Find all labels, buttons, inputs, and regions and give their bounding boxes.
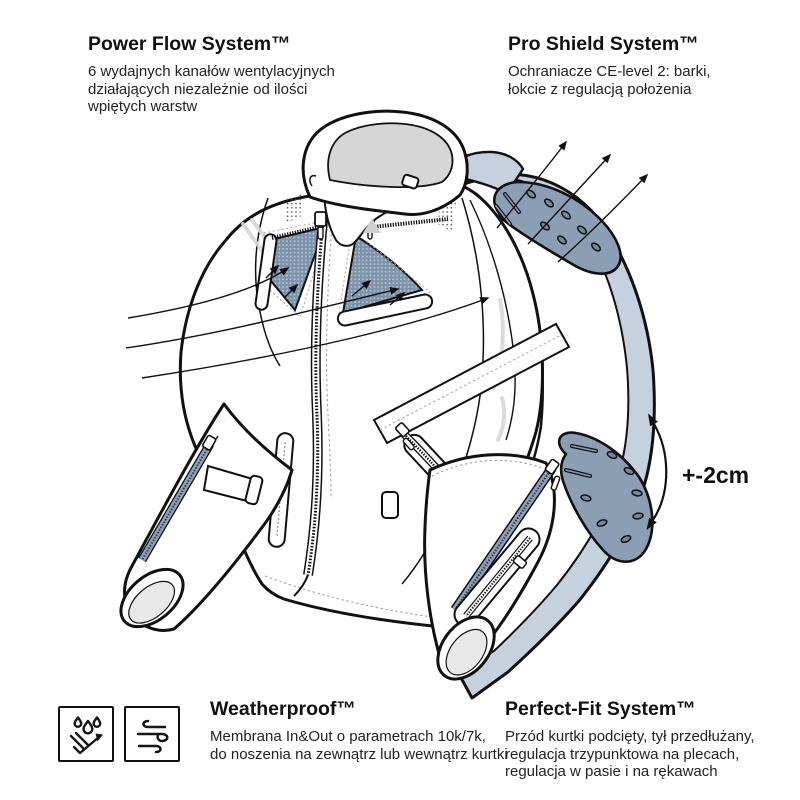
feature-description-line: regulacja trzypunktowa na plecach, <box>505 745 740 763</box>
waterproof-membrane-icon <box>64 712 108 756</box>
feature-description-line: Przód kurtki podcięty, tył przedłużany, <box>505 728 755 745</box>
feature-description-line: wpiętych warstw <box>88 98 198 115</box>
main-zipper-slider <box>315 212 326 226</box>
feature-title: Pro Shield System™ <box>508 33 699 55</box>
feature-title: Perfect-Fit System™ <box>505 698 696 720</box>
perforation-patch-left <box>284 194 302 222</box>
feature-pro-shield <box>508 33 768 98</box>
feature-perfect-fit <box>505 698 800 781</box>
feature-title: Weatherproof™ <box>210 698 356 720</box>
airflow-icon-box <box>124 706 180 762</box>
feature-description-line: regulacja w pasie i na rękawach <box>505 763 718 780</box>
feature-weatherproof <box>210 698 530 763</box>
collar-inner <box>328 123 452 187</box>
feature-power-flow <box>88 33 368 116</box>
adjustment-range-label: +-2cm <box>682 462 750 488</box>
feature-description-line: działających niezależnie od ilości <box>88 80 308 98</box>
collar <box>303 111 467 214</box>
feature-description-line: łokcie z regulacją położenia <box>508 80 692 98</box>
feature-description-line: Membrana In&Out o parametrach 10k/7k, <box>210 728 486 745</box>
feature-description-line: Ochraniacze CE-level 2: barki, <box>508 63 711 80</box>
feature-title: Power Flow System™ <box>88 33 291 55</box>
main-zipper-pull <box>318 227 323 239</box>
feature-description-line: do noszenia na zewnątrz lub wewnątrz kurtki <box>210 745 508 763</box>
membrane-icon-box <box>58 706 114 762</box>
feature-description-line: 6 wydajnych kanałów wentylacyjnych <box>88 63 335 80</box>
wind-airflow-icon <box>130 712 174 756</box>
strap-loop <box>382 492 398 518</box>
